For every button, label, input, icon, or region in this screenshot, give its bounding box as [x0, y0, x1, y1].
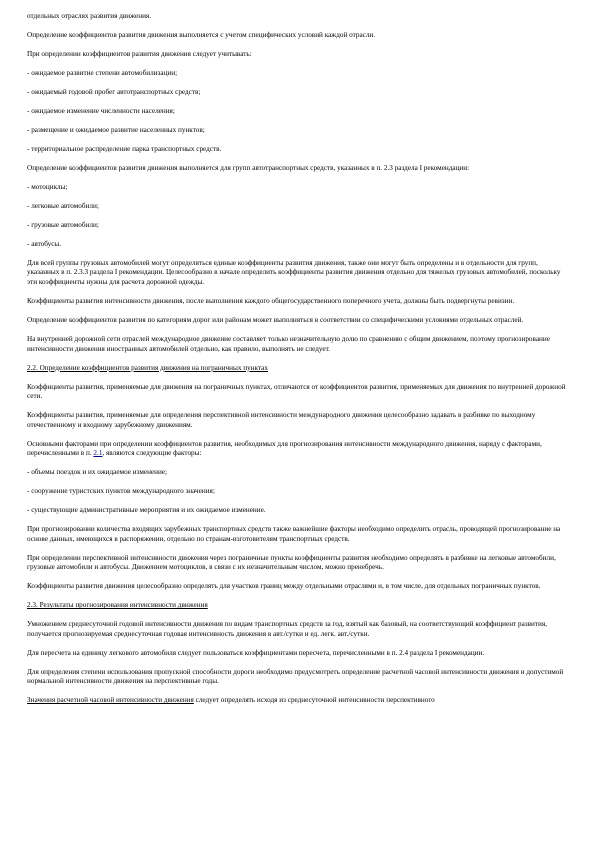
section-link[interactable]: 2.1	[93, 449, 103, 458]
paragraph: На внутренней дорожной сети отраслей международное движение составляет только незначительную долю по сравнению с общим движением, поэтому прогнозирование интенсивности движения иностранных автомобилей отдельно, как правило, выполнять не следует.	[27, 334, 550, 353]
underlined-term: Значения расчетной часовой интенсивности движения	[27, 696, 194, 705]
paragraph: Умножением среднесуточной годовой интенсивности движения по видам транспортных средств за год, взятый как базовый, на соответствующий коэффициент развития, получается прогнозируемая среднесуточная годовая интенсивность движения в авт./сутки и ед. легк. авт./сутки.	[27, 620, 547, 638]
paragraph: Коэффициенты развития движения целесообразно определять для участков границ между отдельными отраслями и, в том числе, для отдельных пограничных пунктов.	[27, 582, 541, 591]
list-item: - грузовые автомобили;	[27, 220, 99, 229]
list-item: - ожидаемый годовой пробег автотранспортных средств;	[27, 87, 201, 96]
paragraph: При определении коэффициентов развития движения следует учитывать:	[27, 49, 252, 58]
list-item: - автобусы.	[27, 239, 62, 248]
list-item: - мотоциклы;	[27, 182, 68, 191]
section-heading: 2.3. Результаты прогнозирования интенсивности движения	[27, 601, 208, 610]
paragraph: Для определения степени использования пропускной способности дороги необходимо предусмотреть определение расчетной часовой интенсивности движения и допустимой нормальной интенсивности движения на перспективные годы.	[27, 667, 564, 686]
list-item: - территориальное распределение парка транспортных средств.	[27, 144, 222, 153]
paragraph: Коэффициенты развития, применяемые для движения на пограничных пунктах, отличаются от коэффициентов развития, применяемых для движения по внутренней дорожной сети.	[27, 382, 566, 401]
paragraph	[27, 696, 568, 706]
paragraph: Для пересчета на единицу легкового автомобиля следует пользоваться коэффициентами пересчета, перечисленными в п. 2.4 раздела I рекомендации.	[27, 648, 485, 657]
list-item: - сооружение туристских пунктов международного значения;	[27, 487, 215, 496]
list-item: - существующие административные мероприятия и их ожидаемое изменение.	[27, 506, 266, 515]
list-item: - ожидаемое развитие степени автомобилизации;	[27, 68, 178, 77]
list-item: - ожидаемое изменение численности населения;	[27, 106, 175, 115]
paragraph: отдельных отраслях развития движения.	[27, 12, 152, 20]
paragraph-text: Основными факторами при определении коэффициентов развития, необходимых для прогнозирования интенсивности международного движения, наряду с факторами, перечисленными в п.	[27, 439, 542, 458]
paragraph: Определение коэффициентов развития по категориям дорог или районам может выполняться в соответствии со специфическими условиями отдельных отраслей.	[27, 315, 524, 324]
paragraph-text: , являются следующие факторы:	[102, 449, 202, 458]
document-page	[27, 12, 568, 715]
paragraph: Коэффициенты развития интенсивности движения, после выполнения каждого общегосударственного поперечного учета, должны быть подвергнуты ревизии.	[27, 296, 515, 305]
section-heading: 2.2. Определение коэффициентов развития движения на пограничных пунктах	[27, 363, 268, 372]
paragraph: Коэффициенты развития, применяемые для определения перспективной интенсивности международного движения целесообразно задавать в разбивке по выходному отечественному и входному зарубежному движениям.	[27, 411, 536, 429]
paragraph: Для всей группы грузовых автомобилей могут определяться единые коэффициенты развития движения, также они могут быть определены и в отдельности для групп, указанных в п. 2.3.3 раздела I рекомендации. Целесообразно в начале определить коэффициенты развития движения отдельно для тяжелых грузовых автомобилей, поскольку эти коэффициенты нужны для расчета дорожной одежды.	[27, 258, 561, 286]
list-item: - легковые автомобили;	[27, 201, 99, 210]
paragraph: При прогнозировании количества входящих зарубежных транспортных средств также важнейшие факторы необходимо определить отрасль, проводящей прогнозирование на основе данных, имеющихся в распоряжении, отдельно по странам-изготовителям транспортных средств.	[27, 525, 561, 543]
paragraph: При определении перспективной интенсивности движения через пограничные пункты коэффициенты развития необходимо определять в разбивке на легковые автомобили, грузовые автомобили и автобусы. Движением мотоциклов, в связи с их незначительным числом, можно пренебречь.	[27, 553, 556, 572]
list-item: - объемы поездок и их ожидаемое изменение;	[27, 468, 167, 477]
paragraph	[27, 440, 568, 459]
paragraph: Определение коэффициентов развития движения выполняется для групп автотранспортных средств, указанных в п. 2.3 раздела I рекомендации:	[27, 163, 470, 172]
list-item: - размещение и ожидаемое развитие населенных пунктов;	[27, 125, 205, 134]
paragraph: Определение коэффициентов развития движения выполняется с учетом специфических условий каждой отрасли.	[27, 30, 376, 39]
paragraph-text: следует определять исходя из среднесуточной интенсивности перспективного	[193, 696, 435, 705]
